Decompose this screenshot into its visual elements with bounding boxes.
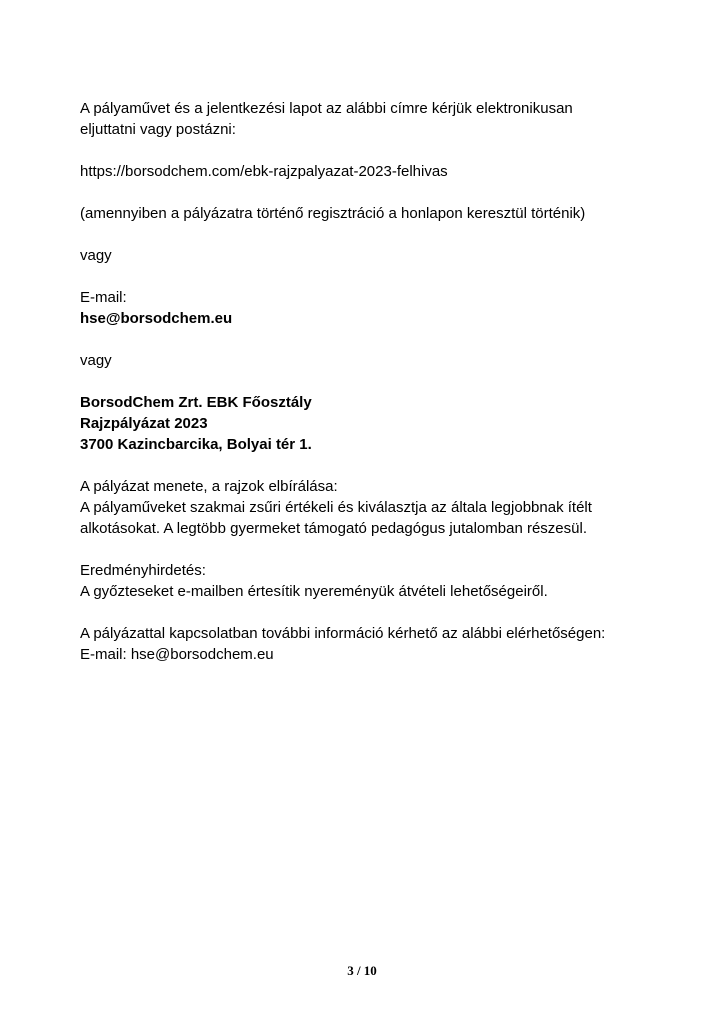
results-text: A győzteseket e-mailben értesítik nyereményük átvételi lehetőségeiről. [80,583,548,600]
evaluation-text-line-1: A pályaműveket szakmai zsűri értékeli és kiválasztja az általa legjobbnak ítélt [80,499,592,516]
submission-url: https://borsodchem.com/ebk-rajzpalyazat-2023-felhivas [80,163,448,180]
page-number: 3 / 10 [347,963,377,978]
postal-address-line-2: Rajzpályázat 2023 [80,415,208,432]
postal-address-line-3: 3700 Kazincbarcika, Bolyai tér 1. [80,436,312,453]
registration-note: (amennyiben a pályázatra történő regisztráció a honlapon keresztül történik) [80,205,586,222]
contact-email: E-mail: hse@borsodchem.eu [80,646,274,663]
submission-intro-line-1: A pályaművet és a jelentkezési lapot az alábbi címre kérjük elektronikusan [80,100,573,117]
submission-intro-line-2: eljuttatni vagy postázni: [80,121,236,138]
evaluation-text-line-2: alkotásokat. A legtöbb gyermeket támogató pedagógus jutalomban részesül. [80,520,587,537]
or-separator-1: vagy [80,247,112,264]
evaluation-heading: A pályázat menete, a rajzok elbírálása: [80,478,338,495]
postal-address-line-1: BorsodChem Zrt. EBK Főosztály [80,394,312,411]
document-body [80,98,650,665]
email-address: hse@borsodchem.eu [80,310,233,327]
results-heading: Eredményhirdetés: [80,562,206,579]
email-label: E-mail: [80,289,127,306]
or-separator-2: vagy [80,352,112,369]
contact-text: A pályázattal kapcsolatban további információ kérhető az alábbi elérhetőségen: [80,625,606,642]
